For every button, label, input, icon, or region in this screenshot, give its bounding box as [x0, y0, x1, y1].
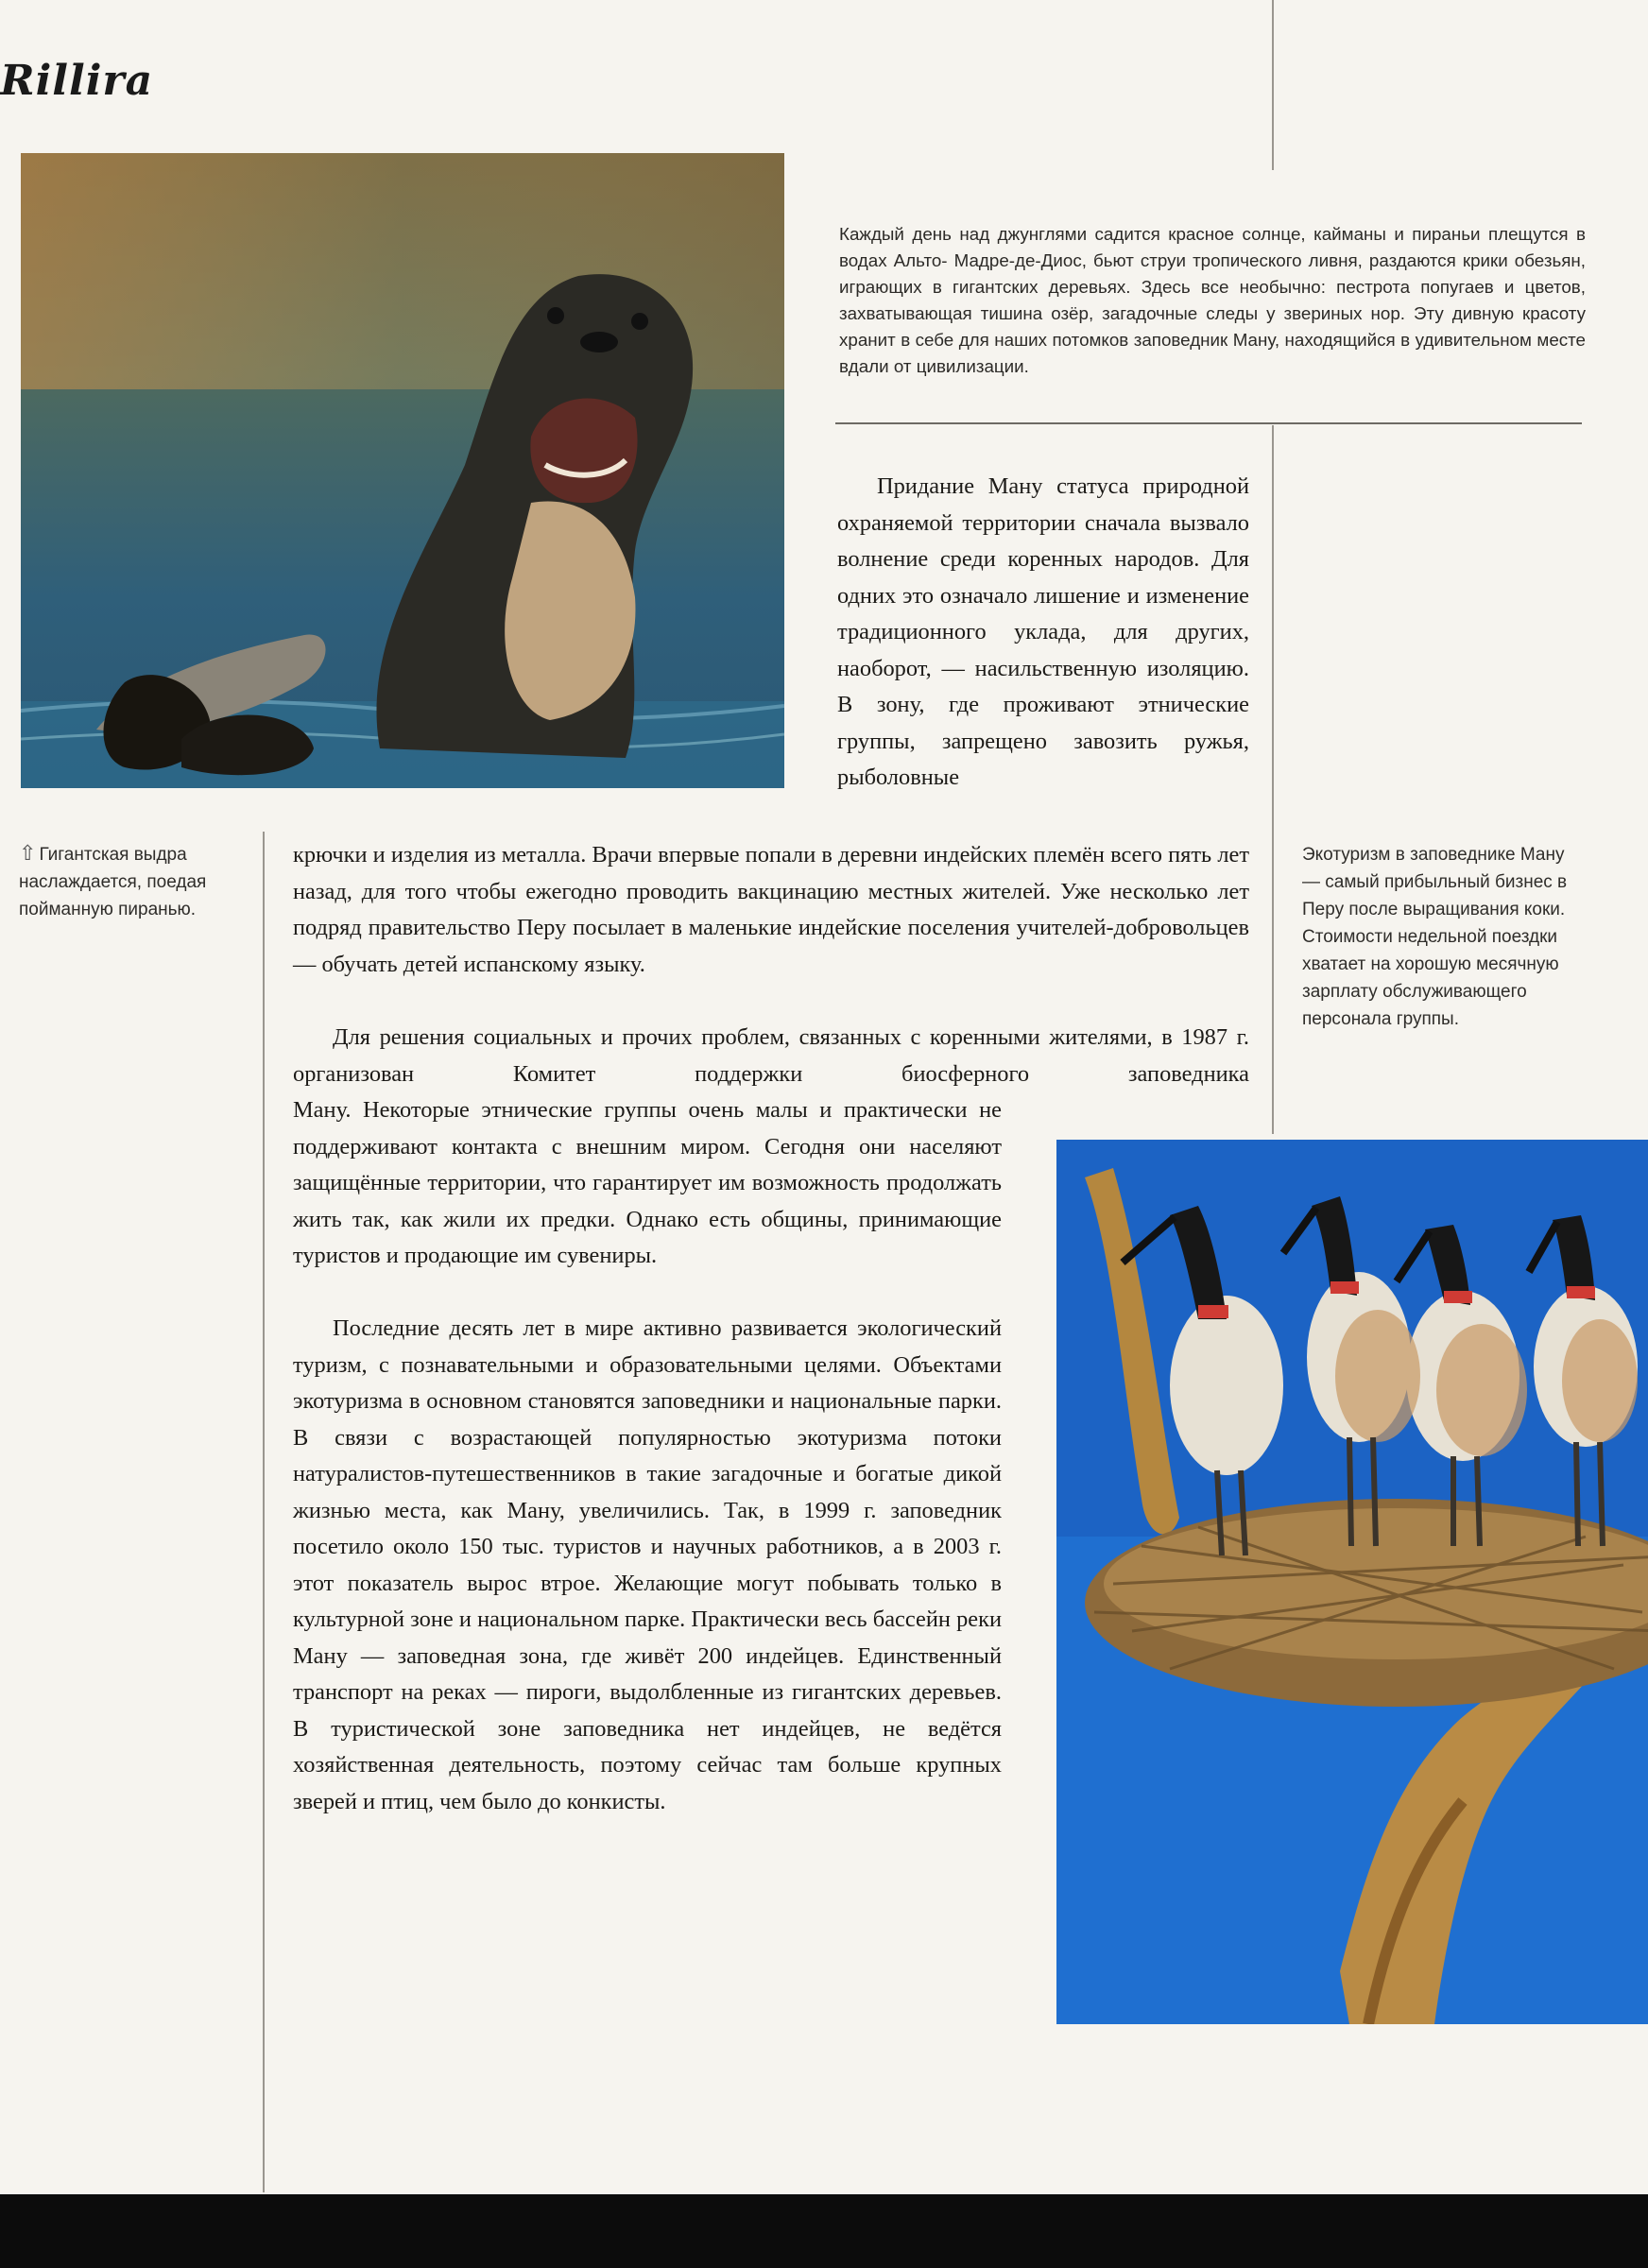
article-p1-wide: крючки и изделия из металла. Врачи впервые попали в деревни индейских племён всего пять лет назад, для того чтобы ежегодно проводить вакцинацию местных жителей. Уже несколько лет подряд правительство Перу посылает в маленькие индейские поселения учителей-добровольцев — обучать детей испанскому языку. — [293, 842, 1249, 977]
ecotourism-caption: Экотуризм в заповеднике Ману — самый прибыльный бизнес в Перу после выращивания коки. Стоимости недельной поездки хватает на хорошую месячную зарплату обслуживающего персонала группы. — [1302, 845, 1568, 1029]
column-rule-left — [263, 832, 265, 2192]
storks-on-nest-photo — [1056, 1140, 1648, 2024]
bottom-dark-band — [0, 2194, 1648, 2268]
otter-photo — [21, 153, 784, 788]
section-header-title: Rillira — [0, 57, 154, 105]
intro-paragraph: Каждый день над джунглями садится красное солнце, кайманы и пираньи плещутся в водах Альто- Мадре-де-Диос, бьют струи тропического ливня, раздаются крики обезьян, играющих в гигантских деревьях. Здесь все необычно: пестрота попугаев и цветов, захватывающая тишина озёр, загадочные следы у звериных нор. Эту дивную красоту хранит в себе для наших потомков заповедник Ману, находящийся в удивительном месте вдали от цивилизации. — [839, 224, 1586, 376]
article-p3: Последние десять лет в мире активно развивается экологический туризм, с познавательными и образовательными целями. Объектами экотуризма в основном становятся заповедники и национальные парки. В связи с возрастающей популярностью экотуризма потоки натуралистов-путешественников в такие загадочные и богатые дикой жизнью места, как Ману, увеличились. Так, в 1999 г. заповедник посетило около 150 тыс. туристов и научных работников, а в 2003 г. этот показатель вырос втрое. Желающие могут побывать только в культурной зоне и национальном парке. Практически весь бассейн реки Ману — заповедная зона, где живёт 200 индейцев. Единственный транспорт на реках — пироги, выдолбленные из гигантских деревьев. В туристической зоне заповедника нет индейцев, не ведётся хозяйственная деятельность, поэтому сейчас там больше крупных зверей и птиц, чем было до конкисты. — [293, 1315, 1002, 1814]
otter-caption-text: Гигантская выдра наслаждается, поедая пойманную пиранью. — [19, 845, 207, 919]
article-p1-narrow: Придание Ману статуса природной охраняемой территории сначала вызвало волнение среди коренных народов. Для одних это означало лишение и изменение традиционного уклада, для других, наоборот, — насильственную изоляцию. В зону, где проживают этнические группы, запрещено завозить ружья, рыболовные — [837, 473, 1249, 790]
column-rule-right-top — [1272, 0, 1274, 170]
column-rule-right-middle — [1272, 425, 1274, 1134]
otter-caption — [19, 839, 250, 923]
up-arrow-icon: ⇧ — [19, 841, 37, 865]
intro-divider — [835, 422, 1582, 424]
article-p2-wide: Для решения социальных и прочих проблем, связанных с коренными жителями, в 1987 г. организован Комитет поддержки биосферного заповедника — [293, 1024, 1249, 1087]
article-p2-narrow: Ману. Некоторые этнические группы очень малы и практически не поддерживают контакта с внешним миром. Сегодня они населяют защищённые территории, что гарантирует им возможность продолжать жить так, как жили их предки. Однако есть общины, принимающие туристов и продающие им сувениры. — [293, 1097, 1002, 1268]
